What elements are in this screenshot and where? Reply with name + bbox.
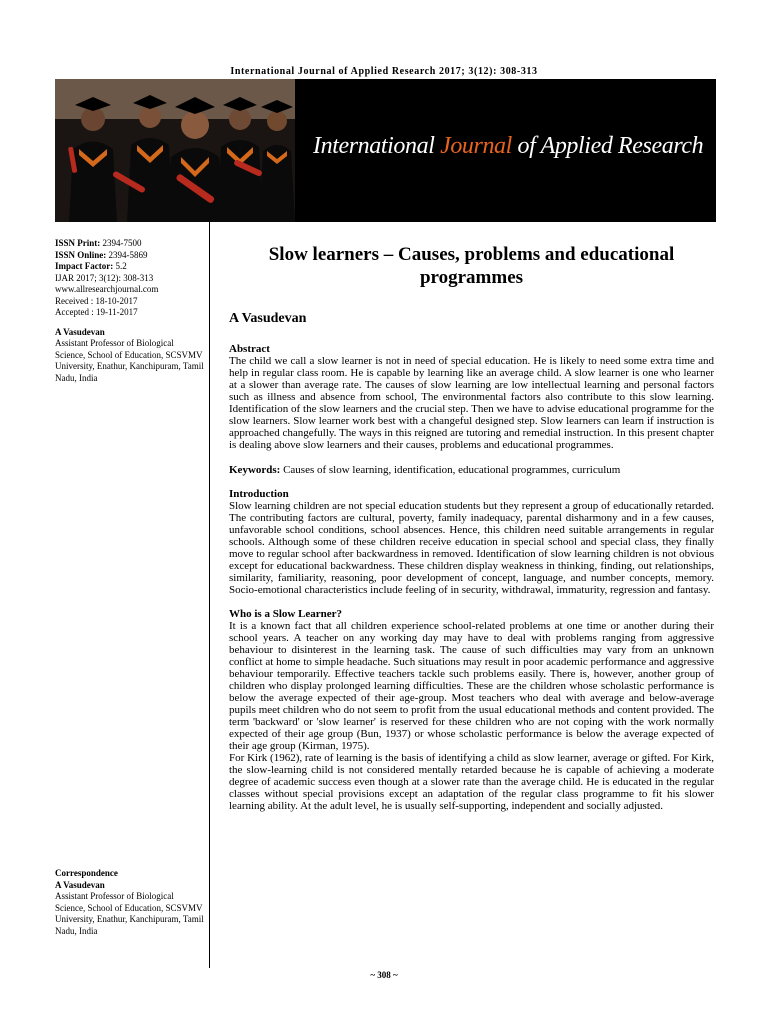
keywords-section xyxy=(229,464,714,476)
article-title: Slow learners – Causes, problems and educational programmes xyxy=(268,244,675,288)
introduction-text: Slow learning children are not special education students but they represent a group of educationally retarded. The contributing factors are cultural, poverty, family inadequacy, parental disharmony and in a few causes, unfavorable school conditions, school absences. Hence, this children need suitable arrangements in regular schools. Although some of these children receive education in special school and special class, they finally move to regular school after backwardness in removed. Identification of slow learning children is not obvious except for educational backwardness. These children display weakness in thinking, finding, out relationships, similarity, familiarity, reasoning, poor development of concept, language, and number concepts, memory. Socio-emotional characteristics include feeling of in security, withdrawal, immaturity, regression and fantasy. xyxy=(229,500,714,596)
banner-title xyxy=(313,133,703,160)
sidebar-author-affiliation: Assistant Professor of Biological Science, School of Education, SCSVMV University, Enathur, Kanchipuram, Tamil Nadu, India xyxy=(55,338,204,383)
correspondence-block xyxy=(55,868,205,937)
page-number: ~ 308 ~ xyxy=(370,970,398,980)
keywords-text: Causes of slow learning, identification, educational programmes, curriculum xyxy=(280,464,621,476)
received-date: Received : 18-10-2017 xyxy=(55,295,138,306)
introduction-heading: Introduction xyxy=(229,488,289,500)
impact-factor xyxy=(55,261,205,273)
impact-factor-value: 5.2 xyxy=(113,261,127,271)
issn-print-label: ISSN Print: xyxy=(55,238,101,248)
issn-print xyxy=(55,238,205,250)
banner-title-accent: Journal xyxy=(440,133,512,159)
ijar-citation: IJAR 2017; 3(12): 308-313 xyxy=(55,272,154,283)
article-metadata-sidebar xyxy=(55,238,205,384)
who-paragraph-2: For Kirk (1962), rate of learning is the basis of identifying a child as slow learner, average or gifted. For Kirk, the slow-learning child is not considered mentally retarded because he is capable of achieving a moderate degree of academic success even though at a slower rate than the average child. He is educated in the regular classes without special provisions except an adaptation of the regular class programme to fit his slower learning ability. At the adult level, he is usually self-supporting, independent and socially adjusted. xyxy=(229,752,714,812)
issn-online-value: 2394-5869 xyxy=(106,249,148,260)
keywords-label: Keywords: xyxy=(229,464,281,476)
who-section xyxy=(229,608,714,812)
issn-online xyxy=(55,250,205,262)
banner-title-post: of Applied Research xyxy=(511,133,704,159)
journal-website-link[interactable]: www.allresearchjournal.com xyxy=(55,284,159,294)
article-body xyxy=(229,243,714,812)
accepted-date: Accepted : 19-11-2017 xyxy=(55,307,138,317)
who-heading: Who is a Slow Learner? xyxy=(229,608,343,620)
correspondence-name: A Vasudevan xyxy=(55,879,105,890)
journal-banner xyxy=(55,79,716,222)
abstract-section xyxy=(229,343,714,451)
graduates-photo xyxy=(55,79,295,222)
banner-title-pre: International xyxy=(313,133,441,159)
abstract-text: The child we call a slow learner is not in need of special education. He is likely to need some extra time and help in regular class room. He is capable by learning like an average child. A slow learner is one who learner at a slower than average rate. The causes of slow learning are low intellectual learning and personal factors such as illness and absence from school, The environmental factors also contribute to this slow learning. Identification of the slow learners and the crucial step. Then we have to advise educational programme for the slow learners. Slow learner work best with a changeful designed step. Slow learners can learn if instruction is approached changefully. The ways in this reigned are tutoring and remedial instruction. In this present chapter is dealing above slow learners and their causes, problems and educational programmes. xyxy=(229,355,714,451)
correspondence-label: Correspondence xyxy=(55,868,118,878)
article-author: A Vasudevan xyxy=(229,311,307,326)
correspondence-affiliation: Assistant Professor of Biological Science, School of Education, SCSVMV University, Enathur, Kanchipuram, Tamil Nadu, India xyxy=(55,891,204,936)
who-paragraph-1: It is a known fact that all children experience school-related problems at one time or another during their school years. A teacher on any working day may have to deal with problems ranging from aggressive behaviour to disinterest in the learning task. The cause of such difficulties may vary from an unknown conflict at home to simple headache. Such situations may result in poor academic performance and aggressive behaviour temporarily. Effective teachers tackle such problems easily. There is, however, another group of children who display prolonged learning difficulties. These are the children whose scholastic performance is below the average expected of their age-group. Most teachers who deal with average and below-average pupils meet children who do not seem to profit from the usual educational methods and content provided. The term 'backward' or 'slow learner' is reserved for these children who are not coping with the work normally expected of their age group (Bun, 1937) or whose scholastic performance is below the average expected of their age group (Kirman, 1975). xyxy=(229,620,714,752)
issn-print-value: 2394-7500 xyxy=(100,238,142,248)
running-head: International Journal of Applied Research 2017; 3(12): 308-313 xyxy=(230,66,538,77)
sidebar-author-name: A Vasudevan xyxy=(55,326,105,337)
abstract-heading: Abstract xyxy=(229,343,270,355)
impact-factor-label: Impact Factor: xyxy=(55,261,114,271)
column-divider xyxy=(209,222,210,968)
issn-online-label: ISSN Online: xyxy=(55,249,107,260)
introduction-section xyxy=(229,488,714,596)
